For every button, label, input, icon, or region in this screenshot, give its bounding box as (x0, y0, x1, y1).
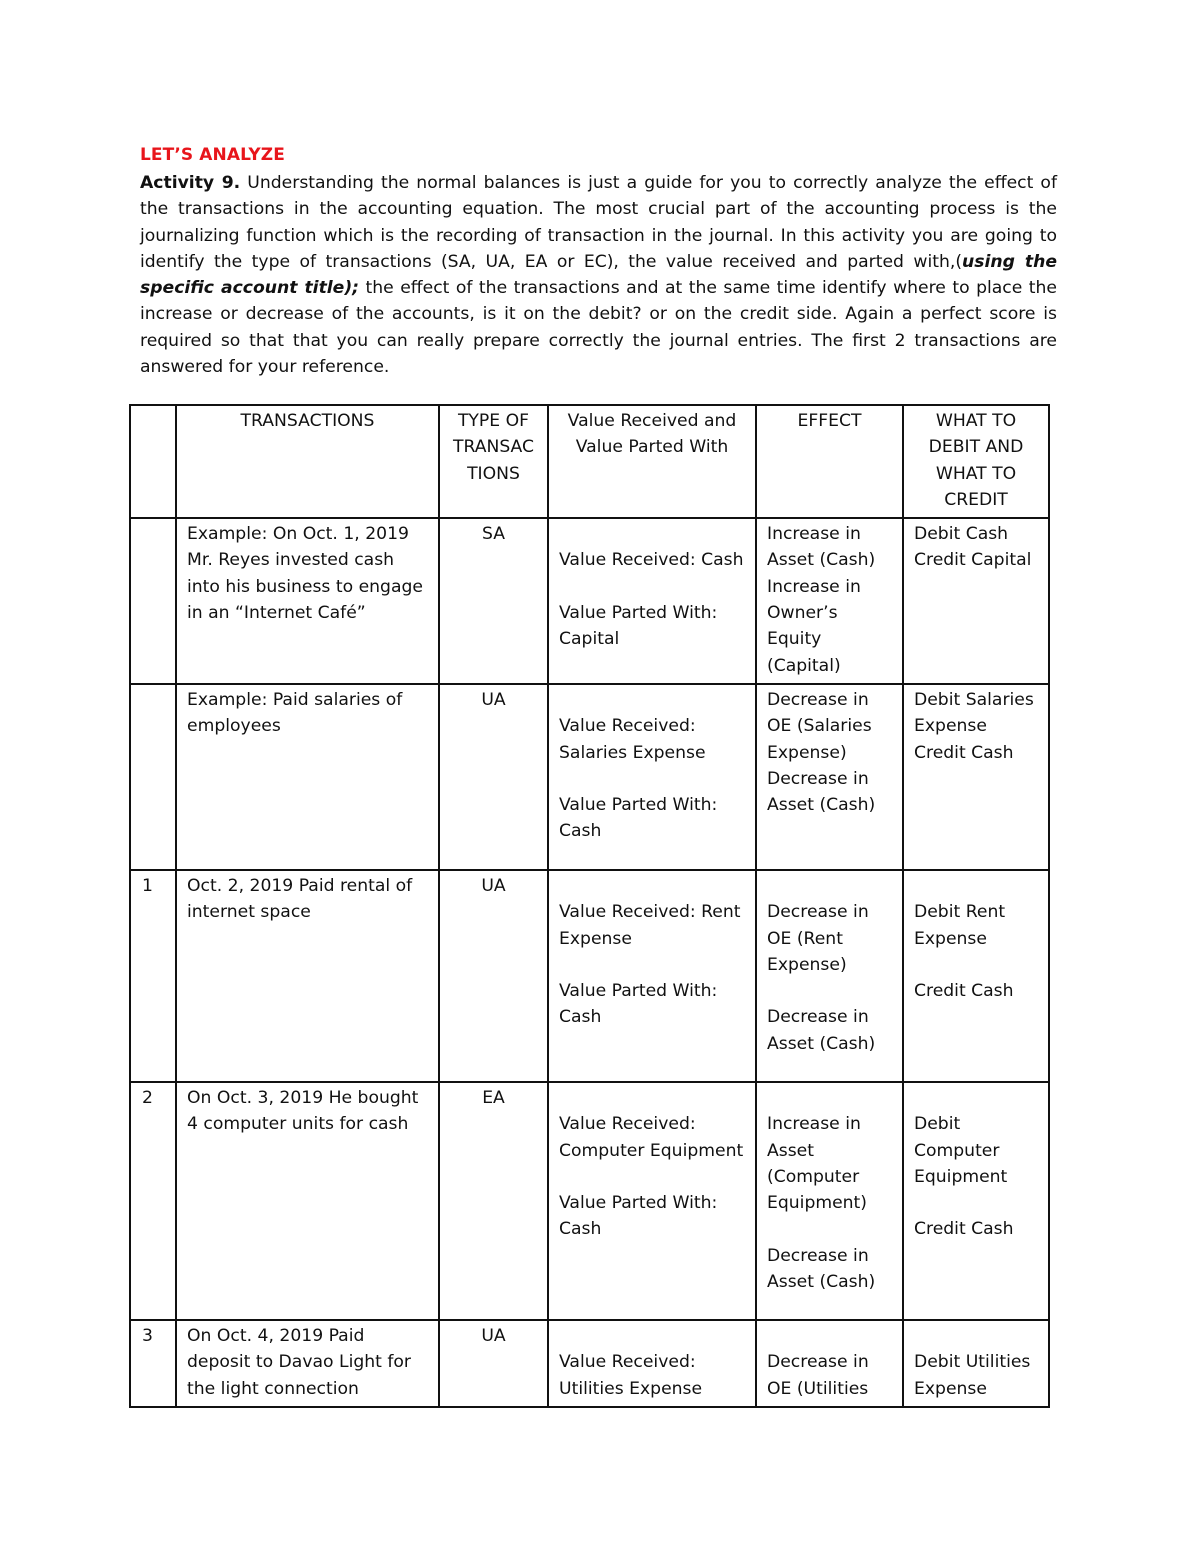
type-cell: EA (439, 1082, 548, 1320)
debit-credit-cell (903, 518, 1049, 684)
credit-entry: Credit Cash (914, 742, 1014, 763)
instructions-text-1: Understanding the normal balances is just a guide for you to correctly analyze the effect of the transactions in the accounting equation. The most crucial part of the accounting process is the journalizing function which is the recording of transaction in the journal. In this activity you are going to identify the type of transactions (SA, UA, EA or EC), the value received and parted with,( (140, 173, 1057, 272)
debit-credit-cell (903, 1320, 1049, 1407)
debit-credit-cell (903, 1082, 1049, 1320)
value-received: Value Received: Rent Expense (559, 902, 741, 949)
effect-cell (756, 1082, 903, 1320)
row-number: 1 (130, 870, 176, 1082)
transaction-cell: On Oct. 3, 2019 He bought 4 computer units for cash (176, 1082, 439, 1320)
transactions-table (129, 404, 1050, 1408)
type-cell: SA (439, 518, 548, 684)
header-transactions: TRANSACTIONS (176, 405, 439, 518)
table-row (130, 1320, 1049, 1407)
transaction-cell: Oct. 2, 2019 Paid rental of internet space (176, 870, 439, 1082)
instructions-emphasis: using the specific account title); (140, 251, 1057, 299)
value-cell (548, 1082, 756, 1320)
transaction-cell: On Oct. 4, 2019 Paid deposit to Davao Light for the light connection (176, 1320, 439, 1407)
value-received: Value Received: Cash (559, 550, 744, 571)
effect-2: Decrease in Asset (Cash) (767, 1007, 876, 1054)
table-row (130, 518, 1049, 684)
value-cell (548, 870, 756, 1082)
type-cell: UA (439, 870, 548, 1082)
debit-credit-cell (903, 870, 1049, 1082)
debit-entry: Debit Cash (914, 524, 1009, 545)
effect-cell (756, 870, 903, 1082)
transaction-cell: Example: Paid salaries of employees (176, 684, 439, 870)
activity-instructions (140, 170, 1057, 380)
debit-credit-cell (903, 684, 1049, 870)
type-cell: UA (439, 1320, 548, 1407)
type-cell: UA (439, 684, 548, 870)
value-parted: Value Parted With: Capital (559, 603, 718, 650)
debit-entry: Debit Rent Expense (914, 902, 1006, 949)
header-value: Value Received and Value Parted With (548, 405, 756, 518)
value-cell (548, 1320, 756, 1407)
value-cell (548, 684, 756, 870)
row-number: 2 (130, 1082, 176, 1320)
effect-1: Decrease in OE (Rent Expense) (767, 902, 869, 975)
table-header-row (130, 405, 1049, 518)
header-debit-credit: WHAT TO DEBIT AND WHAT TO CREDIT (903, 405, 1049, 518)
activity-label: Activity 9. (140, 173, 241, 193)
value-parted: Value Parted With: Cash (559, 981, 718, 1028)
value-parted: Value Parted With: Cash (559, 795, 718, 842)
effect-cell: Decrease in OE (Salaries Expense) Decrease in Asset (Cash) (756, 684, 903, 870)
effect-cell: Increase in Asset (Cash) Increase in Owner’s Equity (Capital) (756, 518, 903, 684)
header-num (130, 405, 176, 518)
header-type: TYPE OF TRANSAC TIONS (439, 405, 548, 518)
row-number (130, 684, 176, 870)
header-effect: EFFECT (756, 405, 903, 518)
credit-entry: Credit Cash (914, 1219, 1014, 1240)
effect-cell (756, 1320, 903, 1407)
instructions-text-2: the effect of the transactions and at the same time identify where to place the increase or decrease of the accounts, is it on the debit? or on the credit side. Again a perfect score is required so that that you can really prepare correctly the journal entries. The first 2 transactions are answered for your reference. (140, 278, 1057, 378)
effect-1: Decrease in OE (Utilities (767, 1352, 869, 1399)
value-received: Value Received: Utilities Expense (559, 1352, 703, 1399)
credit-entry: Credit Cash (914, 981, 1014, 1002)
row-number: 3 (130, 1320, 176, 1407)
row-number (130, 518, 176, 684)
table-row (130, 870, 1049, 1082)
value-received: Value Received: Salaries Expense (559, 716, 706, 763)
value-cell (548, 518, 756, 684)
section-heading: LET’S ANALYZE (140, 145, 285, 165)
credit-entry: Credit Capital (914, 550, 1032, 571)
debit-entry: Debit Computer Equipment (914, 1114, 1008, 1187)
table-row (130, 1082, 1049, 1320)
transaction-cell: Example: On Oct. 1, 2019 Mr. Reyes invested cash into his business to engage in an “Internet Café” (176, 518, 439, 684)
table-row (130, 684, 1049, 870)
effect-1: Increase in Asset (Computer Equipment) (767, 1114, 868, 1214)
value-received: Value Received: Computer Equipment (559, 1114, 744, 1161)
debit-entry: Debit Utilities Expense (914, 1352, 1031, 1399)
value-parted: Value Parted With: Cash (559, 1193, 718, 1240)
effect-2: Decrease in Asset (Cash) (767, 1245, 876, 1293)
debit-entry: Debit Salaries Expense (914, 689, 1034, 737)
